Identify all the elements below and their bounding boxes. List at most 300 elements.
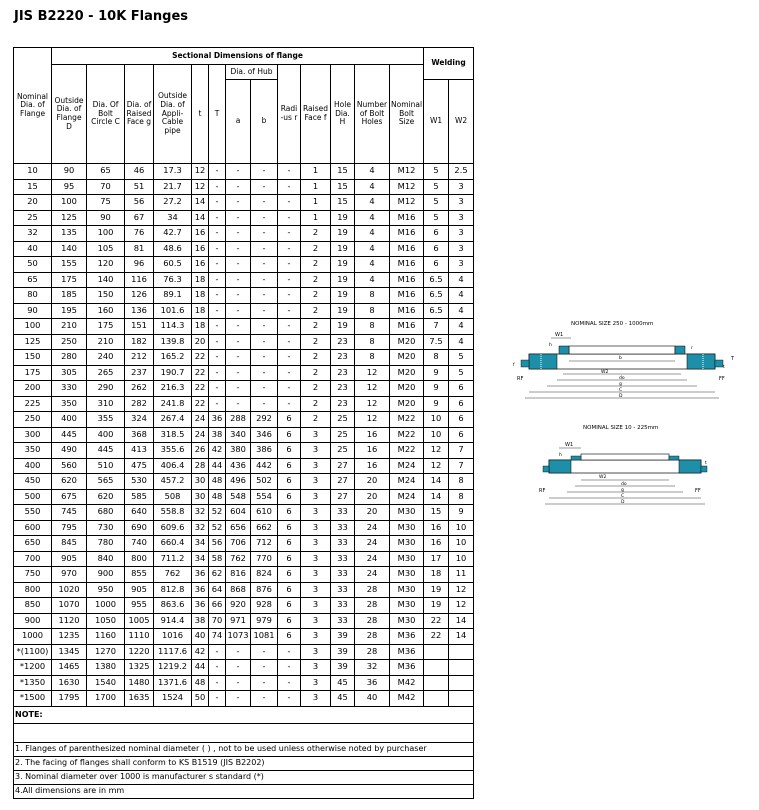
table-cell: M30 bbox=[390, 536, 424, 552]
table-cell: 216.3 bbox=[154, 381, 192, 397]
table-cell: - bbox=[209, 365, 226, 381]
table-cell: - bbox=[251, 334, 278, 350]
table-cell: 3 bbox=[449, 195, 474, 211]
table-cell: - bbox=[251, 365, 278, 381]
table-cell: 510 bbox=[87, 458, 125, 474]
table-cell: 27 bbox=[331, 489, 355, 505]
table-cell: 100 bbox=[87, 226, 125, 242]
table-cell: 44 bbox=[192, 660, 209, 676]
table-cell: 100 bbox=[14, 319, 52, 335]
table-cell: 548 bbox=[226, 489, 251, 505]
table-cell: - bbox=[278, 381, 301, 397]
table-cell: 32 bbox=[192, 505, 209, 521]
table-cell: 955 bbox=[125, 598, 154, 614]
table-cell: - bbox=[278, 164, 301, 180]
table-cell: 1 bbox=[301, 179, 331, 195]
table-cell: 330 bbox=[52, 381, 87, 397]
table-cell: 15 bbox=[14, 179, 52, 195]
table-cell: 475 bbox=[125, 458, 154, 474]
table-cell: 3 bbox=[301, 629, 331, 645]
label-do: do bbox=[619, 376, 625, 381]
table-cell: 64 bbox=[209, 582, 226, 598]
col-T: T bbox=[209, 65, 226, 164]
table-cell: 1219.2 bbox=[154, 660, 192, 676]
table-cell: 2 bbox=[301, 303, 331, 319]
table-cell: 740 bbox=[125, 536, 154, 552]
table-cell: - bbox=[209, 644, 226, 660]
table-cell: 19 bbox=[331, 241, 355, 257]
table-row bbox=[14, 582, 474, 598]
table-cell: 16 bbox=[424, 536, 449, 552]
table-cell: 16 bbox=[192, 241, 209, 257]
table-cell: 90 bbox=[14, 303, 52, 319]
table-cell: - bbox=[251, 164, 278, 180]
table-cell: 920 bbox=[226, 598, 251, 614]
table-cell: 1635 bbox=[125, 691, 154, 707]
table-cell: 863.6 bbox=[154, 598, 192, 614]
table-cell: 6 bbox=[278, 505, 301, 521]
table-cell: 9 bbox=[449, 505, 474, 521]
table-cell: 3 bbox=[301, 598, 331, 614]
label-b: b bbox=[619, 356, 622, 361]
table-cell: 554 bbox=[251, 489, 278, 505]
table-cell: 750 bbox=[14, 567, 52, 583]
table-cell: 175 bbox=[87, 319, 125, 335]
table-cell: 10 bbox=[424, 427, 449, 443]
table-cell: M36 bbox=[390, 644, 424, 660]
table-cell: 4 bbox=[449, 334, 474, 350]
table-cell: 675 bbox=[52, 489, 87, 505]
table-row bbox=[14, 551, 474, 567]
table-cell: 58 bbox=[209, 551, 226, 567]
table-cell: 3 bbox=[449, 226, 474, 242]
table-cell: 14 bbox=[192, 210, 209, 226]
table-cell: - bbox=[209, 272, 226, 288]
table-cell: - bbox=[251, 691, 278, 707]
table-cell: 971 bbox=[226, 613, 251, 629]
table-cell: - bbox=[209, 303, 226, 319]
table-cell: 36 bbox=[192, 567, 209, 583]
table-cell: 4 bbox=[449, 319, 474, 335]
table-row bbox=[14, 458, 474, 474]
table-cell: 116 bbox=[125, 272, 154, 288]
table-cell: 28 bbox=[355, 613, 390, 629]
table-cell: 12 bbox=[449, 598, 474, 614]
table-cell: M16 bbox=[390, 257, 424, 273]
table-cell: 8 bbox=[355, 334, 390, 350]
table-cell: 1073 bbox=[226, 629, 251, 645]
table-cell: 620 bbox=[87, 489, 125, 505]
table-cell: - bbox=[278, 257, 301, 273]
table-cell: 9 bbox=[424, 396, 449, 412]
table-cell: 76 bbox=[125, 226, 154, 242]
table-cell: 558.8 bbox=[154, 505, 192, 521]
table-cell: 305 bbox=[52, 365, 87, 381]
col-bolt-circle: Dia. Of Bolt Circle C bbox=[87, 65, 125, 164]
table-cell: 2.5 bbox=[449, 164, 474, 180]
table-cell: 445 bbox=[87, 443, 125, 459]
table-cell: 700 bbox=[14, 551, 52, 567]
table-cell: 12 bbox=[192, 179, 209, 195]
table-cell: 6 bbox=[278, 629, 301, 645]
table-cell: 1220 bbox=[125, 644, 154, 660]
table-row bbox=[14, 691, 474, 707]
table-cell: - bbox=[251, 350, 278, 366]
table-cell: 19 bbox=[331, 210, 355, 226]
table-cell: M30 bbox=[390, 582, 424, 598]
table-cell: - bbox=[209, 396, 226, 412]
table-cell: - bbox=[209, 195, 226, 211]
table-cell: 550 bbox=[14, 505, 52, 521]
table-row bbox=[14, 334, 474, 350]
table-cell: 12 bbox=[192, 164, 209, 180]
table-cell: 620 bbox=[52, 474, 87, 490]
table-cell: - bbox=[226, 164, 251, 180]
notes-label: NOTE: bbox=[14, 706, 474, 723]
table-cell: 70 bbox=[209, 613, 226, 629]
table-cell: 8 bbox=[355, 288, 390, 304]
table-cell: 1160 bbox=[87, 629, 125, 645]
table-cell: 1480 bbox=[125, 675, 154, 691]
label-rf: RF bbox=[517, 376, 524, 382]
table-cell: 690 bbox=[125, 520, 154, 536]
table-cell: - bbox=[209, 381, 226, 397]
table-cell: 1465 bbox=[52, 660, 87, 676]
table-cell: 22 bbox=[192, 396, 209, 412]
table-cell: 795 bbox=[52, 520, 87, 536]
table-cell: 24 bbox=[355, 536, 390, 552]
table-cell: 175 bbox=[14, 365, 52, 381]
table-cell: 868 bbox=[226, 582, 251, 598]
table-cell: 800 bbox=[125, 551, 154, 567]
table-cell: 19 bbox=[331, 272, 355, 288]
table-cell: M24 bbox=[390, 489, 424, 505]
table-cell: 610 bbox=[251, 505, 278, 521]
table-cell: 10 bbox=[449, 551, 474, 567]
table-cell: 386 bbox=[251, 443, 278, 459]
table-cell: 15 bbox=[331, 195, 355, 211]
table-cell: 20 bbox=[355, 505, 390, 521]
table-cell: 3 bbox=[301, 489, 331, 505]
table-cell: 19 bbox=[331, 288, 355, 304]
notes-gap bbox=[14, 723, 474, 742]
table-cell: 3 bbox=[301, 660, 331, 676]
table-cell: 140 bbox=[87, 272, 125, 288]
table-cell bbox=[424, 691, 449, 707]
table-cell: 780 bbox=[87, 536, 125, 552]
table-cell: - bbox=[209, 241, 226, 257]
table-cell: 33 bbox=[331, 520, 355, 536]
table-cell: - bbox=[209, 660, 226, 676]
table-cell: 33 bbox=[331, 582, 355, 598]
table-cell: 81 bbox=[125, 241, 154, 257]
label-h: h bbox=[549, 343, 552, 348]
table-cell: 355 bbox=[87, 412, 125, 428]
table-cell: 17 bbox=[424, 551, 449, 567]
table-cell: 730 bbox=[87, 520, 125, 536]
flange-dimension-table bbox=[13, 47, 474, 799]
table-cell: 140 bbox=[52, 241, 87, 257]
table-cell: 182 bbox=[125, 334, 154, 350]
table-cell: 490 bbox=[52, 443, 87, 459]
col-welding: Welding bbox=[424, 48, 474, 80]
table-cell: 6 bbox=[449, 396, 474, 412]
table-row bbox=[14, 412, 474, 428]
table-cell: - bbox=[251, 288, 278, 304]
table-cell: 350 bbox=[14, 443, 52, 459]
table-cell: 45 bbox=[331, 691, 355, 707]
label-c: C bbox=[619, 388, 623, 393]
table-cell: 114.3 bbox=[154, 319, 192, 335]
table-cell: 14 bbox=[424, 474, 449, 490]
table-cell: 712 bbox=[251, 536, 278, 552]
table-cell: 18 bbox=[424, 567, 449, 583]
table-cell: 190.7 bbox=[154, 365, 192, 381]
table-cell: 318.5 bbox=[154, 427, 192, 443]
table-cell: 1795 bbox=[52, 691, 87, 707]
table-cell: - bbox=[209, 675, 226, 691]
table-cell: 12 bbox=[424, 443, 449, 459]
table-cell: 3 bbox=[301, 551, 331, 567]
table-cell: 2 bbox=[301, 334, 331, 350]
table-cell: 25 bbox=[331, 427, 355, 443]
table-cell: 6 bbox=[278, 551, 301, 567]
table-cell: 4 bbox=[355, 195, 390, 211]
table-cell: - bbox=[251, 675, 278, 691]
table-cell: 23 bbox=[331, 350, 355, 366]
table-cell: 30 bbox=[192, 474, 209, 490]
table-cell: 979 bbox=[251, 613, 278, 629]
table-cell: 2 bbox=[301, 272, 331, 288]
table-cell: 27.2 bbox=[154, 195, 192, 211]
table-cell: 6 bbox=[278, 582, 301, 598]
table-cell: 34 bbox=[154, 210, 192, 226]
table-cell: 240 bbox=[87, 350, 125, 366]
hub-large bbox=[569, 346, 675, 354]
table-cell: 6 bbox=[278, 598, 301, 614]
table-cell: 165.2 bbox=[154, 350, 192, 366]
table-cell: 50 bbox=[14, 257, 52, 273]
table-cell: - bbox=[226, 691, 251, 707]
table-cell: - bbox=[251, 396, 278, 412]
flange-diagram-large bbox=[511, 316, 743, 416]
table-cell: - bbox=[209, 164, 226, 180]
table-cell: 262 bbox=[125, 381, 154, 397]
table-cell: 6.5 bbox=[424, 288, 449, 304]
table-cell: 44 bbox=[209, 458, 226, 474]
table-cell: 15 bbox=[424, 505, 449, 521]
table-cell: 355.6 bbox=[154, 443, 192, 459]
table-cell: M22 bbox=[390, 412, 424, 428]
table-cell: 28 bbox=[355, 598, 390, 614]
table-cell: 14 bbox=[192, 195, 209, 211]
table-cell: - bbox=[209, 288, 226, 304]
label-d: D bbox=[619, 394, 623, 399]
table-cell: 745 bbox=[52, 505, 87, 521]
table-cell: 1524 bbox=[154, 691, 192, 707]
table-row bbox=[14, 226, 474, 242]
table-cell: *1500 bbox=[14, 691, 52, 707]
label-ff-small: FF bbox=[695, 488, 701, 494]
table-cell: 2 bbox=[301, 257, 331, 273]
table-cell: *(1100) bbox=[14, 644, 52, 660]
label-f: f bbox=[513, 363, 515, 368]
table-cell: 33 bbox=[331, 536, 355, 552]
table-cell: 1070 bbox=[52, 598, 87, 614]
col-a: a bbox=[226, 80, 251, 164]
table-cell: 850 bbox=[14, 598, 52, 614]
table-cell: 100 bbox=[52, 195, 87, 211]
table-cell: 48 bbox=[209, 474, 226, 490]
table-cell: 12 bbox=[424, 458, 449, 474]
table-row bbox=[14, 272, 474, 288]
table-cell: M30 bbox=[390, 567, 424, 583]
table-cell: 3 bbox=[449, 179, 474, 195]
label-T: T bbox=[731, 356, 735, 362]
table-cell: M30 bbox=[390, 505, 424, 521]
table-cell: 1081 bbox=[251, 629, 278, 645]
flange-section-small-right bbox=[679, 460, 701, 473]
table-cell: M20 bbox=[390, 381, 424, 397]
note-item: 2. The facing of flanges shall conform to KS B1519 (JIS B2202) bbox=[14, 756, 474, 770]
table-row bbox=[14, 365, 474, 381]
table-cell: - bbox=[251, 241, 278, 257]
table-cell: M42 bbox=[390, 691, 424, 707]
table-cell: - bbox=[251, 319, 278, 335]
table-cell: - bbox=[209, 350, 226, 366]
table-cell: 5 bbox=[449, 350, 474, 366]
table-cell bbox=[449, 675, 474, 691]
table-cell: 8 bbox=[449, 489, 474, 505]
table-cell: 76.3 bbox=[154, 272, 192, 288]
table-cell: 18 bbox=[192, 319, 209, 335]
table-cell: 60.5 bbox=[154, 257, 192, 273]
table-cell: 4 bbox=[449, 303, 474, 319]
label-t-small: t bbox=[705, 461, 707, 466]
table-row bbox=[14, 195, 474, 211]
table-cell: M16 bbox=[390, 319, 424, 335]
table-cell: 3 bbox=[301, 458, 331, 474]
table-cell: 840 bbox=[87, 551, 125, 567]
table-cell: 600 bbox=[14, 520, 52, 536]
table-row bbox=[14, 303, 474, 319]
table-cell: 19 bbox=[331, 303, 355, 319]
table-cell: 25 bbox=[331, 412, 355, 428]
table-cell: - bbox=[251, 210, 278, 226]
table-cell: 28 bbox=[192, 458, 209, 474]
table-cell: M22 bbox=[390, 427, 424, 443]
table-cell: 3 bbox=[301, 675, 331, 691]
table-cell: 346 bbox=[251, 427, 278, 443]
table-cell: 7 bbox=[449, 443, 474, 459]
table-cell: 14 bbox=[449, 629, 474, 645]
label-g-small: g bbox=[621, 488, 624, 493]
table-cell: 6 bbox=[278, 427, 301, 443]
table-cell: 560 bbox=[52, 458, 87, 474]
table-cell: - bbox=[209, 210, 226, 226]
table-cell: 368 bbox=[125, 427, 154, 443]
table-cell: 18 bbox=[192, 303, 209, 319]
table-cell: 160 bbox=[87, 303, 125, 319]
table-cell: 609.6 bbox=[154, 520, 192, 536]
table-cell: 28 bbox=[355, 582, 390, 598]
col-b: b bbox=[251, 80, 278, 164]
table-cell: 812.8 bbox=[154, 582, 192, 598]
table-cell: *1200 bbox=[14, 660, 52, 676]
table-cell: 89.1 bbox=[154, 288, 192, 304]
label-d-small: D bbox=[621, 500, 625, 505]
table-cell: 12 bbox=[355, 365, 390, 381]
table-cell: 508 bbox=[154, 489, 192, 505]
table-cell: 28 bbox=[355, 644, 390, 660]
table-cell: 656 bbox=[226, 520, 251, 536]
table-cell: 3 bbox=[449, 210, 474, 226]
table-cell: 33 bbox=[331, 613, 355, 629]
table-cell: 36 bbox=[209, 412, 226, 428]
table-cell: 42 bbox=[209, 443, 226, 459]
table-cell: 1050 bbox=[87, 613, 125, 629]
table-cell: 282 bbox=[125, 396, 154, 412]
table-cell: 48 bbox=[209, 489, 226, 505]
table-cell: 39 bbox=[331, 660, 355, 676]
table-cell: 70 bbox=[87, 179, 125, 195]
table-cell: 267.4 bbox=[154, 412, 192, 428]
figure2-caption: NOMINAL SIZE 10 - 225mm bbox=[583, 425, 659, 431]
table-cell: 18 bbox=[192, 288, 209, 304]
table-cell: 1380 bbox=[87, 660, 125, 676]
table-cell: 5 bbox=[424, 195, 449, 211]
table-cell: 711.2 bbox=[154, 551, 192, 567]
table-row bbox=[14, 536, 474, 552]
table-cell: 640 bbox=[125, 505, 154, 521]
table-cell: 1110 bbox=[125, 629, 154, 645]
label-g: g bbox=[619, 382, 622, 387]
table-cell: 20 bbox=[192, 334, 209, 350]
table-cell: 65 bbox=[14, 272, 52, 288]
table-cell: 250 bbox=[14, 412, 52, 428]
table-cell: 30 bbox=[192, 489, 209, 505]
table-cell: 6 bbox=[424, 226, 449, 242]
table-cell: 436 bbox=[226, 458, 251, 474]
table-cell: 900 bbox=[87, 567, 125, 583]
label-w1-small: W1 bbox=[565, 442, 574, 448]
table-cell: *1350 bbox=[14, 675, 52, 691]
table-cell: 212 bbox=[125, 350, 154, 366]
table-cell: 5 bbox=[424, 179, 449, 195]
table-row bbox=[14, 567, 474, 583]
table-cell: 1000 bbox=[87, 598, 125, 614]
note-item: 4.All dimensions are in mm bbox=[14, 784, 474, 798]
table-cell: 1345 bbox=[52, 644, 87, 660]
table-cell: - bbox=[226, 195, 251, 211]
table-cell: 280 bbox=[52, 350, 87, 366]
table-cell: 210 bbox=[87, 334, 125, 350]
table-cell: M12 bbox=[390, 195, 424, 211]
table-cell: 136 bbox=[125, 303, 154, 319]
table-cell: 22 bbox=[192, 365, 209, 381]
table-cell: 3 bbox=[301, 691, 331, 707]
figure1-caption: NOMINAL SIZE 250 - 1000mm bbox=[571, 321, 654, 327]
table-cell: 292 bbox=[251, 412, 278, 428]
table-cell: 442 bbox=[251, 458, 278, 474]
table-cell: 6 bbox=[449, 412, 474, 428]
col-w2: W2 bbox=[449, 80, 474, 164]
table-cell: 6 bbox=[449, 381, 474, 397]
flange-section-left bbox=[529, 354, 557, 369]
table-cell: 32 bbox=[192, 520, 209, 536]
table-cell: 12 bbox=[449, 582, 474, 598]
table-cell: 105 bbox=[87, 241, 125, 257]
